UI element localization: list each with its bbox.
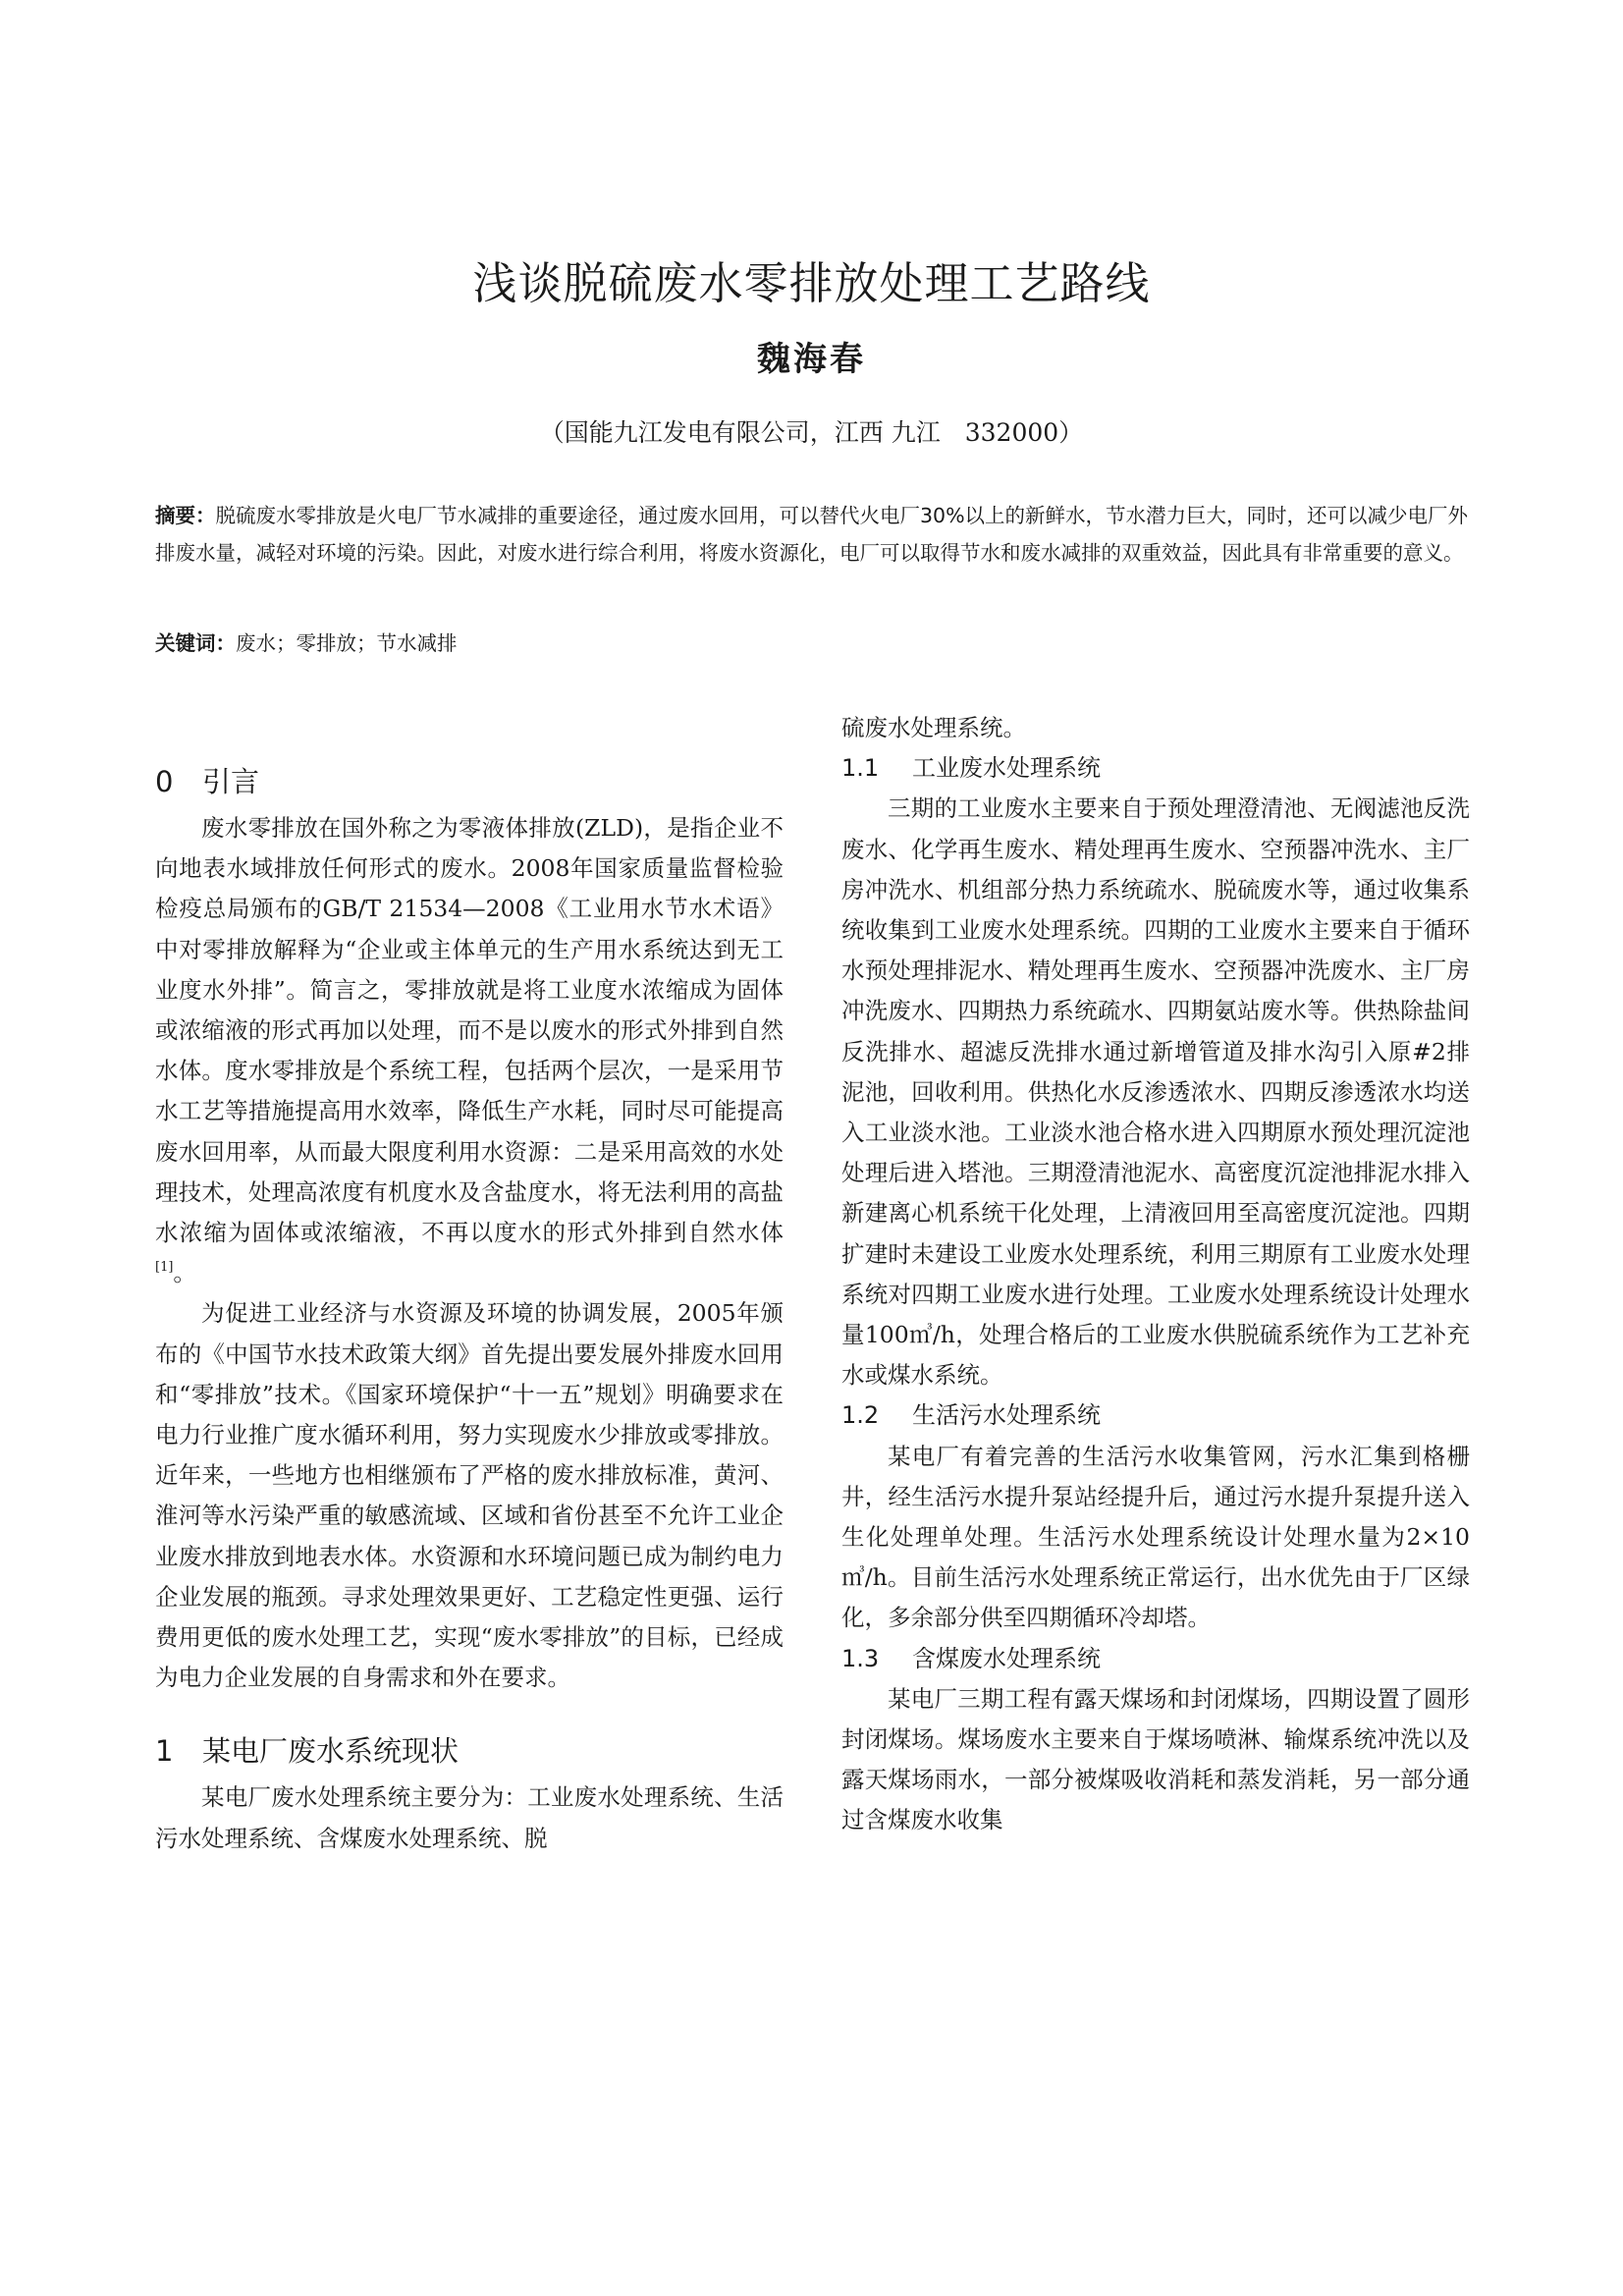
subsection-title: 工业废水处理系统 xyxy=(912,754,1101,783)
section-title: 某电厂废水系统现状 xyxy=(202,1734,460,1769)
abstract-label: 摘要： xyxy=(155,504,216,527)
subsection-1-1-paragraph: 三期的工业废水主要来自于预处理澄清池、无阀滤池反洗废水、化学再生废水、精处理再生废水、空预器冲洗水、主厂房冲洗水、机组部分热力系统疏水、脱硫废水等，通过收集系统收集到工业废水处理系统。四期的工业废水主要来自于循环水预处理排泥水、精处理再生废水、空预器冲洗废水、主厂房冲洗废水、四期热力系统疏水、四期氨站废水等。供热除盐间反洗排水、超滤反洗排水通过新增管道及排水沟引入原#2排泥池，回收利用。供热化水反渗透浓水、四期反渗透浓水均送入工业淡水池。工业淡水池合格水进入四期原水预处理沉淀池处理后进入塔池。三期澄清池泥水、高密度沉淀池排泥水排入新建离心机系统干化处理，上清液回用至高密度沉淀池。四期扩建时未建设工业废水处理系统，利用三期原有工业废水处理系统对四期工业废水进行处理。工业废水处理系统设计处理水量100㎥/h，处理合格后的工业废水供脱硫系统作为工艺补充水或煤水系统。 xyxy=(841,794,1470,1390)
paper-title: 浅谈脱硫废水零排放处理工艺路线 xyxy=(472,257,1151,309)
subsection-title: 生活污水处理系统 xyxy=(912,1401,1101,1430)
left-column xyxy=(155,742,784,1859)
section-number: 0 xyxy=(155,765,174,798)
right-column xyxy=(841,708,1470,1841)
abstract-text: 脱硫废水零排放是火电厂节水减排的重要途径，通过废水回用，可以替代火电厂30%以上的新鲜水，节水潜力巨大，同时，还可以减少电厂外排废水量，减轻对环境的污染。因此，对废水进行综合利用，将废水资源化，电厂可以取得节水和废水减排的双重效益，因此具有非常重要的意义。 xyxy=(155,504,1469,565)
intro-paragraph-1 xyxy=(155,808,784,1293)
subsection-title: 含煤废水处理系统 xyxy=(912,1644,1101,1672)
section-number: 1 xyxy=(155,1734,174,1769)
intro-paragraph-2: 为促进工业经济与水资源及环境的协调发展，2005年颁布的《中国节水技术政策大纲》首先提出要发展外排废水回用和“零排放”技术。《国家环境保护“十一五”规划》明确要求在电力行业推广度水循环利用，努力实现废水少排放或零排放。近年来，一些地方也相继颁布了严格的废水排放标准，黄河、淮河等水污染严重的敏感流域、区域和省份甚至不允许工业企业废水排放到地表水体。水资源和水环境问题已成为制约电力企业发展的瓶颈。寻求处理效果更好、工艺稳定性更强、运行费用更低的废水处理工艺，实现“废水零排放”的目标，已经成为电力企业发展的自身需求和外在要求。 xyxy=(155,1299,784,1692)
subsection-number: 1.2 xyxy=(841,1401,880,1430)
section-title: 引言 xyxy=(202,765,260,798)
section-heading-1 xyxy=(155,1731,784,1777)
section-heading-intro xyxy=(155,742,784,808)
subsection-1-2-paragraph: 某电厂有着完善的生活污水收集管网，污水汇集到格栅井，经生活污水提升泵站经提升后，通过污水提升泵提升送入生化处理单处理。生活污水处理系统设计处理水量为2×10㎥/h。目前生活污水处理系统正常运行，出水优先由于厂区绿化，多余部分供至四期循环冷却塔。 xyxy=(841,1442,1470,1632)
citation-ref: [1] xyxy=(155,1260,174,1276)
keywords-label: 关键词： xyxy=(155,631,236,655)
section-1-paragraph-continued: 硫废水处理系统。 xyxy=(841,714,1026,741)
subsection-heading-1-1 xyxy=(841,748,1470,789)
paragraph-text: 废水零排放在国外称之为零液体排放(ZLD)，是指企业不向地表水域排放任何形式的废水。2008年国家质量监督检验检疫总局颁布的GB/T 21534—2008《工业用水节水术语》中对零排放解释为“企业或主体单元的生产用水系统达到无工业度水外排”。简言之，零排放就是将工业度水浓缩成为固体或浓缩液的形式再加以处理，而不是以废水的形式外排到自然水体。度水零排放是个系统工程，包括两个层次，一是采用节水工艺等措施提高用水效率，降低生产水耗，同时尽可能提高废水回用率，从而最大限度利用水资源：二是采用高效的水处理技术，处理高浓度有机度水及含盐度水，将无法利用的高盐水浓缩为固体或浓缩液，不再以度水的形式外排到自然水体 xyxy=(155,814,784,1247)
keywords-text: 废水；零排放；节水减排 xyxy=(236,631,458,655)
subsection-1-3-paragraph: 某电厂三期工程有露天煤场和封闭煤场，四期设置了圆形封闭煤场。煤场废水主要来自于煤场喷淋、输煤系统冲洗以及露天煤场雨水，一部分被煤吸收消耗和蒸发消耗，另一部分通过含煤废水收集 xyxy=(841,1684,1470,1834)
author-name: 魏海春 xyxy=(757,340,866,379)
keywords xyxy=(155,625,1471,662)
paragraph-end: 。 xyxy=(173,1259,196,1287)
abstract xyxy=(155,497,1471,572)
author-affiliation: （国能九江发电有限公司，江西 九江 332000） xyxy=(539,418,1084,447)
subsection-heading-1-2 xyxy=(841,1395,1470,1436)
subsection-number: 1.1 xyxy=(841,754,880,783)
section-1-paragraph-1: 某电厂废水处理系统主要分为：工业废水处理系统、生活污水处理系统、含煤废水处理系统、脱 xyxy=(155,1783,784,1852)
subsection-number: 1.3 xyxy=(841,1644,880,1672)
subsection-heading-1-3 xyxy=(841,1639,1470,1679)
